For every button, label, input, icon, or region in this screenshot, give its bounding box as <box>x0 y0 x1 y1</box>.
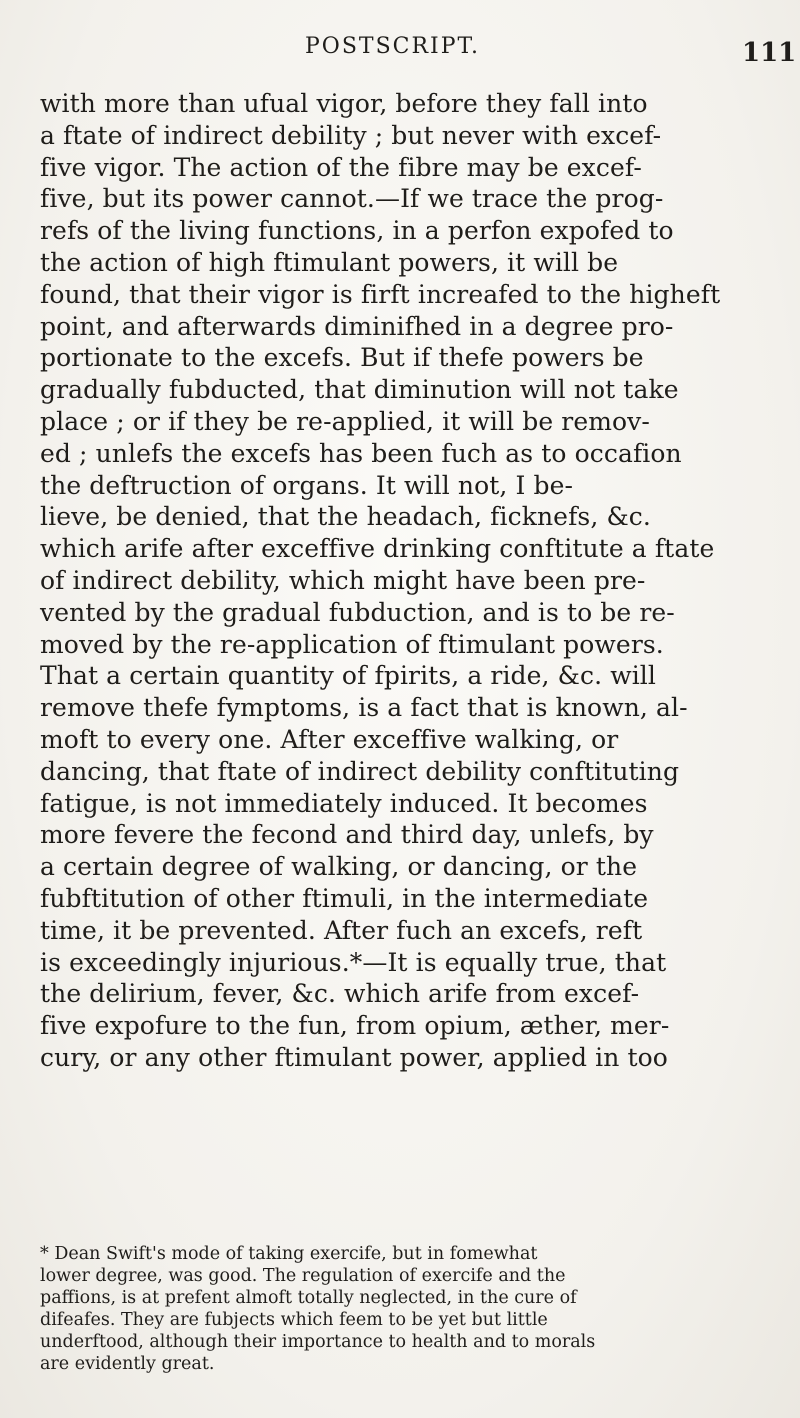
text-line: with more than ufual vigor, before they fall into <box>40 89 648 118</box>
text-line: moved by the re-application of ftimulant powers. <box>40 629 664 659</box>
text-line: gradually fubducted, that diminution will not take <box>40 375 679 405</box>
page-header <box>0 28 800 88</box>
text-line: the action of high ftimulant powers, it will be <box>40 247 619 277</box>
text-line: ed ; unlefs the excefs has been fuch as to occafion <box>40 438 682 468</box>
text-line: That a certain quantity of fpirits, a ride, &c. will <box>40 661 656 691</box>
footnote-line: are evidently great. <box>40 1354 215 1374</box>
footnote-line: difeafes. They are fubjects which feem to be yet but little <box>40 1310 548 1330</box>
footnote-line: lower degree, was good. The regulation of exercife and the <box>40 1266 566 1286</box>
text-line: dancing, that ftate of indirect debility conftituting <box>40 756 680 786</box>
text-line: moft to every one. After exceffive walking, or <box>40 724 619 754</box>
text-line: lieve, be denied, that the headach, ficknefs, &c. <box>40 502 651 532</box>
footnote-line: underftood, although their importance to health and to morals <box>40 1332 596 1352</box>
text-line: found, that their vigor is firft increafed to the higheft <box>40 279 721 309</box>
text-line: five expofure to the fun, from opium, æther, mer- <box>40 1011 670 1041</box>
text-line: which arife after exceffive drinking conftitute a ftate <box>40 534 715 564</box>
text-line: five, but its power cannot.—If we trace the prog- <box>40 184 664 214</box>
text-line: portionate to the excefs. But if thefe powers be <box>40 343 644 373</box>
text-line: fatigue, is not immediately induced. It becomes <box>40 788 648 818</box>
footnote-line: paffions, is at prefent almoft totally neglected, in the cure of <box>40 1288 577 1308</box>
text-line: is exceedingly injurious.*—It is equally true, that <box>40 947 667 977</box>
text-line: refs of the living functions, in a perfon expofed to <box>40 216 674 246</box>
text-line: vented by the gradual fubduction, and is to be re- <box>40 597 675 627</box>
page-number: 111 <box>742 38 797 68</box>
text-line: fubftitution of other ftimuli, in the intermediate <box>40 883 649 913</box>
text-line: a certain degree of walking, or dancing, or the <box>40 852 638 882</box>
text-line: five vigor. The action of the fibre may be excef- <box>40 152 642 182</box>
text-line: point, and afterwards diminifhed in a degree pro- <box>40 311 674 341</box>
body-text <box>40 88 775 1074</box>
text-line: the deftruction of organs. It will not, I be- <box>40 470 574 500</box>
running-head: POSTSCRIPT. <box>305 34 480 59</box>
text-line: a ftate of indirect debility ; but never with excef- <box>40 120 662 150</box>
text-line: of indirect debility, which might have been pre- <box>40 565 646 595</box>
text-line: more fevere the fecond and third day, unlefs, by <box>40 820 654 850</box>
text-line: remove thefe fymptoms, is a fact that is known, al- <box>40 693 688 723</box>
footnote-line: * Dean Swift's mode of taking exercife, but in fomewhat <box>40 1244 538 1264</box>
text-line: time, it be prevented. After fuch an excefs, reft <box>40 915 643 945</box>
footnote <box>40 1243 775 1375</box>
text-line: the delirium, fever, &c. which arife from excef- <box>40 979 640 1009</box>
text-line: place ; or if they be re-applied, it will be remov- <box>40 406 650 436</box>
text-line: cury, or any other ftimulant power, applied in too <box>40 1042 668 1072</box>
